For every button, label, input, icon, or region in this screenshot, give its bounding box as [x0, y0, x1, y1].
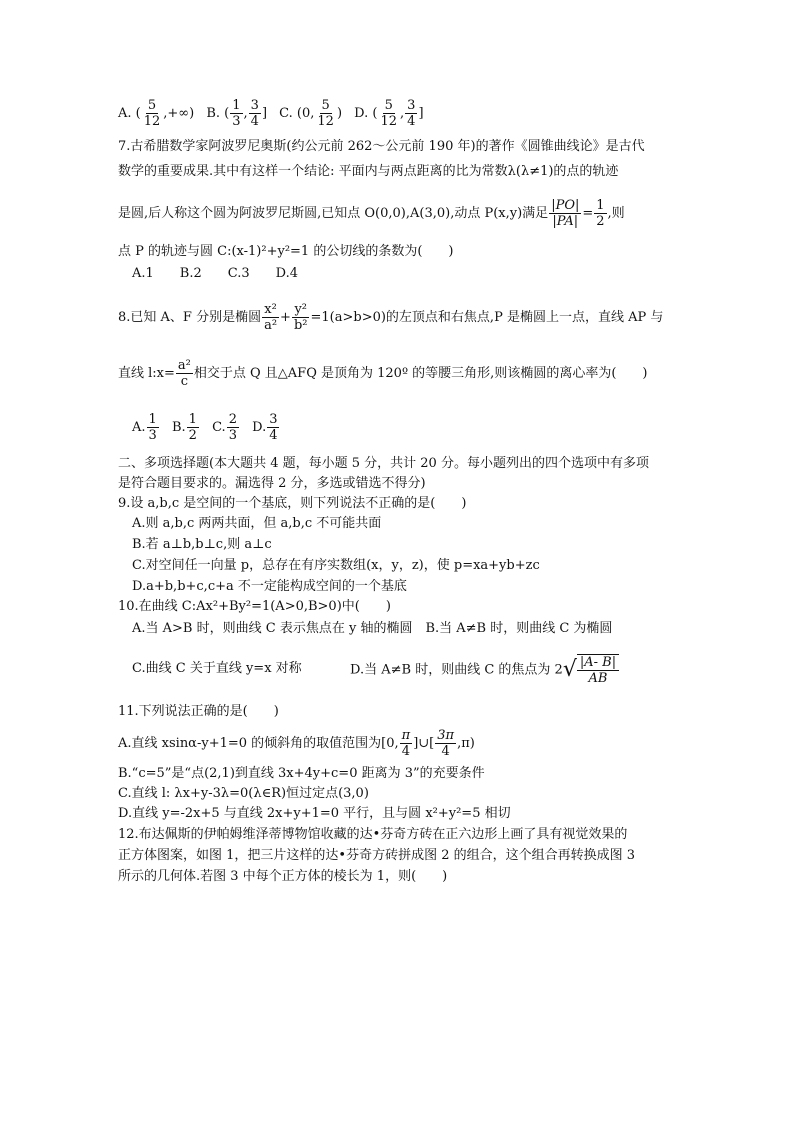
denominator: AB: [588, 671, 608, 686]
q7-line-1: 7.古希腊数学家阿波罗尼奥斯(约公元前 262～公元前 190 年)的著作《圆锥曲线论》是古代: [118, 139, 645, 154]
fraction: [147, 412, 159, 443]
denominator: 12: [317, 114, 334, 129]
fraction: [378, 98, 399, 129]
denominator: 3: [148, 428, 157, 443]
numerator: |PO|: [551, 198, 580, 213]
denominator: 12: [380, 114, 398, 129]
q6-d-label: D. (: [354, 106, 378, 121]
q6-b-tail: ]: [261, 106, 268, 121]
numerator: 3: [250, 98, 259, 113]
numerator: 5: [321, 98, 330, 113]
section-2-header-1: 二、多项选择题(本大题共 4 题，每小题 5 分，共计 20 分。每小题列出的四个选项中有多项: [118, 456, 649, 471]
q6-option-a: [118, 98, 198, 129]
denominator: 3: [228, 428, 237, 443]
denominator: 4: [407, 114, 416, 129]
q11-option-a-tail: ,π): [457, 736, 475, 751]
q6-option-b: [206, 98, 271, 129]
q9-option-a: A.则 a,b,c 两两共面，但 a,b,c 不可能共面: [132, 516, 382, 531]
numerator: 5: [384, 98, 393, 113]
denominator: 2: [596, 214, 605, 229]
q9-option-d: D.a+b,b+c,c+a 不一定能构成空间的一个基底: [132, 579, 407, 594]
option-label: B.: [171, 420, 186, 435]
fraction: [142, 98, 163, 129]
numerator: 1: [148, 412, 157, 427]
equals: =: [582, 206, 594, 221]
q6-options: [118, 98, 424, 129]
denominator: 3: [232, 114, 241, 129]
q12-line-3: 所示的几何体.若图 3 中每个正方体的棱长为 1，则( ): [118, 869, 448, 884]
fraction: [267, 412, 279, 443]
numerator: a²: [177, 358, 191, 373]
fraction: [176, 358, 193, 389]
denominator: c: [180, 374, 189, 389]
q7-options: A.1 B.2 C.3 D.4: [132, 266, 298, 281]
q10-stem: 10.在曲线 C:Ax²+By²=1(A>0,B>0)中( ): [118, 599, 391, 614]
numerator: 1: [232, 98, 241, 113]
radical-sign: √: [562, 657, 577, 682]
fraction: [405, 98, 417, 129]
option-label: A.: [132, 420, 146, 435]
numerator: 3π: [437, 728, 455, 743]
section-2-header-2: 是符合题目要求的。漏选得 2 分，多选或错选不得分): [118, 476, 426, 491]
denominator: 4: [269, 428, 278, 443]
q7-line-3: [118, 198, 625, 229]
q8-line-1-text: 8.已知 A、F 分别是椭圆: [118, 310, 262, 325]
option-label: C.: [212, 420, 226, 435]
q11-option-c: C.直线 l: λx+y-3λ=0(λ∈R)恒过定点(3,0): [118, 786, 369, 801]
option-label: D.: [252, 420, 267, 435]
q6-c-tail: ): [336, 106, 343, 121]
q8-option-d: [252, 412, 280, 443]
plus: +: [280, 310, 291, 325]
fraction: [230, 98, 242, 129]
fraction: [262, 302, 279, 333]
q7-line-3-text: 是圆,后人称这个圆为阿波罗尼斯圆,已知点 O(0,0),A(3,0),动点 P(x,y)满足: [118, 206, 549, 221]
q6-option-c: [279, 98, 346, 129]
q8-option-a: [132, 412, 160, 443]
q12-line-1: 12.布达佩斯的伊帕姆维泽蒂博物馆收藏的达•芬奇方砖在正六边形上画了具有视觉效果的: [118, 827, 628, 842]
q6-c-label: C. (0,: [279, 106, 315, 121]
q10-option-d-text: D.当 A≠B 时，则曲线 C 的焦点为 2: [350, 662, 563, 678]
fraction: [187, 412, 199, 443]
q10-option-c: C.曲线 C 关于直线 y=x 对称: [132, 661, 302, 676]
numerator: 5: [147, 98, 157, 113]
q6-option-d: [354, 98, 424, 129]
q11-option-a: [118, 728, 475, 759]
denominator: 4: [441, 744, 450, 759]
denominator: |PA|: [552, 214, 579, 229]
q10-option-d: [350, 654, 619, 686]
q7-line-3-tail: ,则: [607, 206, 625, 221]
q11-option-a-text: A.直线 xsinα-y+1=0 的倾斜角的取值范围为[0,: [118, 736, 399, 751]
denominator: a²: [264, 318, 278, 333]
q8-line-2-tail: 相交于点 Q 且△AFQ 是顶角为 120º 的等腰三角形,则该椭圆的离心率为( ): [193, 366, 648, 381]
fraction: [227, 412, 239, 443]
q11-stem: 11.下列说法正确的是( ): [118, 704, 279, 719]
numerator: 3: [407, 98, 416, 113]
fraction: [315, 98, 336, 129]
denominator: b²: [293, 318, 308, 333]
q8-option-b: [171, 412, 200, 443]
q12-line-2: 正方体图案，如图 1，把三片这样的达•芬奇方砖拼成图 2 的组合，这个组合再转换成图 3: [118, 848, 636, 863]
comma: ,: [400, 106, 405, 121]
numerator: x²: [264, 302, 277, 317]
denominator: 4: [401, 744, 411, 759]
q9-option-c: C.对空间任一向量 p，总存在有序实数组(x，y，z)，使 p=xa+yb+zc: [132, 558, 540, 573]
fraction: [400, 728, 413, 759]
union: ]∪[: [413, 736, 435, 751]
fraction: [292, 302, 310, 333]
q6-a-tail: ,+∞): [163, 106, 195, 121]
q8-options: [132, 412, 280, 443]
numerator: 3: [269, 412, 278, 427]
numerator: 1: [596, 198, 605, 213]
q8-line-1: [118, 302, 663, 333]
denominator: 12: [143, 114, 161, 129]
fraction: [249, 98, 261, 129]
numerator: |A- B|: [577, 655, 619, 671]
q8-option-c: [212, 412, 240, 443]
q7-line-2: 数学的重要成果.其中有这样一个结论: 平面内与两点距离的比为常数λ(λ≠1)的点的轨迹: [118, 164, 619, 179]
denominator: 2: [188, 428, 197, 443]
q8-line-1-tail: =1(a>b>0)的左顶点和右焦点,P 是椭圆上一点，直线 AP 与: [310, 310, 664, 325]
q8-line-2: [118, 358, 647, 389]
q7-line-4: 点 P 的轨迹与圆 C:(x-1)²+y²=1 的公切线的条数为( ): [118, 244, 454, 259]
q11-option-b: B.“c=5”是“点(2,1)到直线 3x+4y+c=0 距离为 3”的充要条件: [118, 766, 485, 781]
square-root: [563, 654, 619, 686]
fraction: [549, 198, 581, 229]
q6-a-label: A. (: [118, 106, 141, 121]
q10-options-ab: A.当 A>B 时，则曲线 C 表示焦点在 y 轴的椭圆 B.当 A≠B 时，则曲线 C 为椭圆: [132, 621, 613, 636]
numerator: 2: [228, 412, 237, 427]
q11-option-d: D.直线 y=-2x+5 与直线 2x+y+1=0 平行，且与圆 x²+y²=5 相切: [118, 806, 511, 821]
q9-stem: 9.设 a,b,c 是空间的一个基底，则下列说法不正确的是( ): [118, 496, 467, 511]
q8-line-2-text: 直线 l:x=: [118, 366, 175, 381]
numerator: π: [401, 728, 411, 743]
numerator: y²: [294, 302, 307, 317]
numerator: 1: [188, 412, 197, 427]
fraction: [435, 728, 456, 759]
fraction: [594, 198, 606, 229]
q6-b-label: B. (: [206, 106, 230, 121]
q6-d-tail: ]: [418, 106, 424, 121]
denominator: 4: [250, 114, 259, 129]
radicand: [577, 654, 619, 686]
comma: ,: [243, 106, 248, 121]
q9-option-b: B.若 a⊥b,b⊥c,则 a⊥c: [132, 537, 272, 552]
